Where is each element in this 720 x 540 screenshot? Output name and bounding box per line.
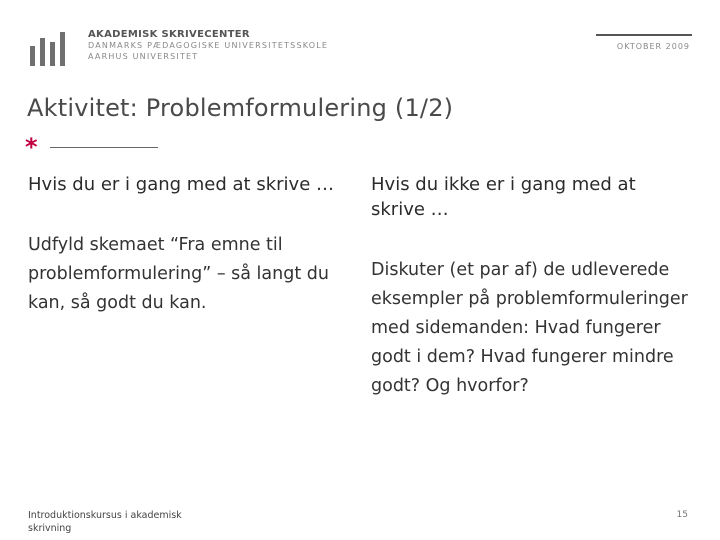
asterisk-icon: * [25,133,38,161]
title-underline [50,147,158,148]
left-column [28,172,348,318]
university-logo-icon [28,30,68,66]
header-rule [596,34,692,36]
institution-block [88,29,328,62]
left-column-body: Udfyld skemaet “Fra emne til problemformulering” – så langt du kan, så godt du kan. [28,235,329,313]
institution-subtitle-1: DANMARKS PÆDAGOGISKE UNIVERSITETSSKOLE [88,41,329,50]
slide-title: Aktivitet: Problemformulering (1/2) [27,94,454,122]
institution-subtitle-2: AARHUS UNIVERSITET [88,52,199,61]
institution-name: AKADEMISK SKRIVECENTER [88,29,250,40]
right-column [371,172,691,401]
page-number: 15 [676,510,688,520]
slide-date: OKTOBER 2009 [616,42,690,51]
left-column-heading: Hvis du er i gang med at skrive … [28,174,334,195]
right-column-body: Diskuter (et par af) de udleverede eksempler på problemformuleringer med sidemanden: Hvad fungerer godt i dem? Hvad fungerer mindre godt? Og hvorfor? [371,260,688,396]
right-column-heading: Hvis du ikke er i gang med at skrive … [371,174,636,220]
footer-course: Introduktionskursus i akademisk skrivning [28,510,182,534]
